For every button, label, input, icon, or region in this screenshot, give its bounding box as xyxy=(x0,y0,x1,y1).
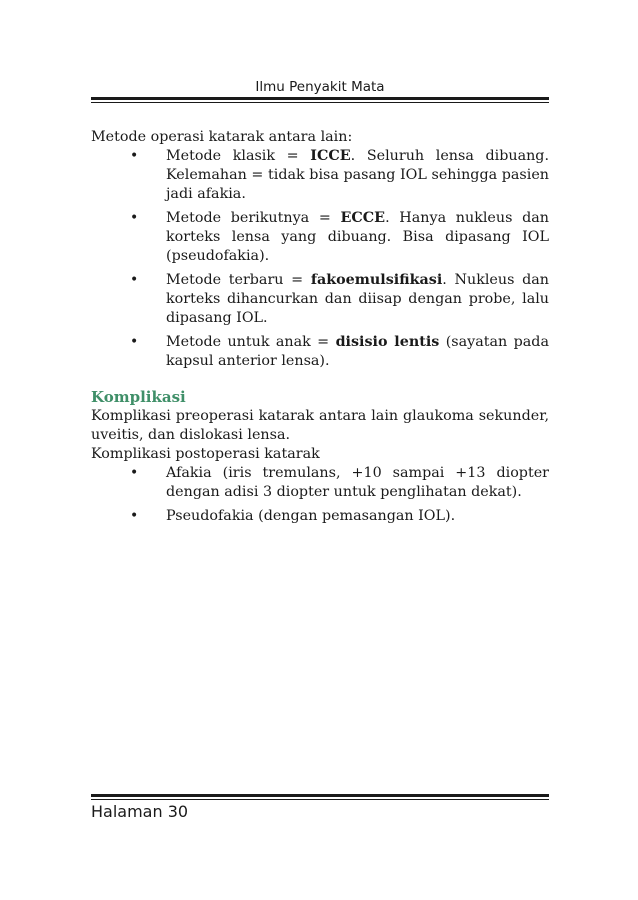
preop-paragraph: Komplikasi preoperasi katarak antara lain glaukoma sekunder, uveitis, dan dislokasi lensa. xyxy=(91,408,549,443)
list-item-text: Metode terbaru = fakoemulsifikasi. Nukleus dan korteks dihancurkan dan diisap dengan probe, lalu dipasang IOL. xyxy=(166,272,549,326)
header-rule-thin xyxy=(91,102,549,103)
method-list xyxy=(91,147,549,371)
bullet-icon: • xyxy=(130,272,139,288)
list-item xyxy=(91,271,549,328)
postop-intro: Komplikasi postoperasi katarak xyxy=(91,446,320,462)
running-header: Ilmu Penyakit Mata xyxy=(255,79,385,95)
footer-rule-thick xyxy=(91,794,549,797)
bullet-icon: • xyxy=(130,334,139,350)
intro-paragraph: Metode operasi katarak antara lain: xyxy=(91,129,353,145)
list-item xyxy=(91,209,549,266)
page-body xyxy=(91,128,549,531)
list-item-text: Metode berikutnya = ECCE. Hanya nukleus dan korteks lensa yang dibuang. Bisa dipasang IOL (pseudofakia). xyxy=(166,210,549,264)
bullet-icon: • xyxy=(130,508,139,524)
section-heading-komplikasi: Komplikasi xyxy=(91,388,186,406)
list-item xyxy=(91,507,549,526)
bullet-icon: • xyxy=(130,210,139,226)
page-number: Halaman 30 xyxy=(91,802,189,821)
list-item xyxy=(91,147,549,204)
list-item-text: Pseudofakia (dengan pemasangan IOL). xyxy=(166,508,456,524)
bullet-icon: • xyxy=(130,465,139,481)
list-item-text: Metode untuk anak = disisio lentis (sayatan pada kapsul anterior lensa). xyxy=(166,334,549,369)
footer-rule-thin xyxy=(91,799,549,800)
header-rule-thick xyxy=(91,97,549,100)
list-item-text: Metode klasik = ICCE. Seluruh lensa dibuang. Kelemahan = tidak bisa pasang IOL sehingga pasien jadi afakia. xyxy=(166,148,549,202)
list-item-text: Afakia (iris tremulans, +10 sampai +13 diopter dengan adisi 3 diopter untuk penglihatan dekat). xyxy=(166,465,549,500)
postop-list xyxy=(91,464,549,526)
list-item xyxy=(91,464,549,502)
list-item xyxy=(91,333,549,371)
bullet-icon: • xyxy=(130,148,139,164)
